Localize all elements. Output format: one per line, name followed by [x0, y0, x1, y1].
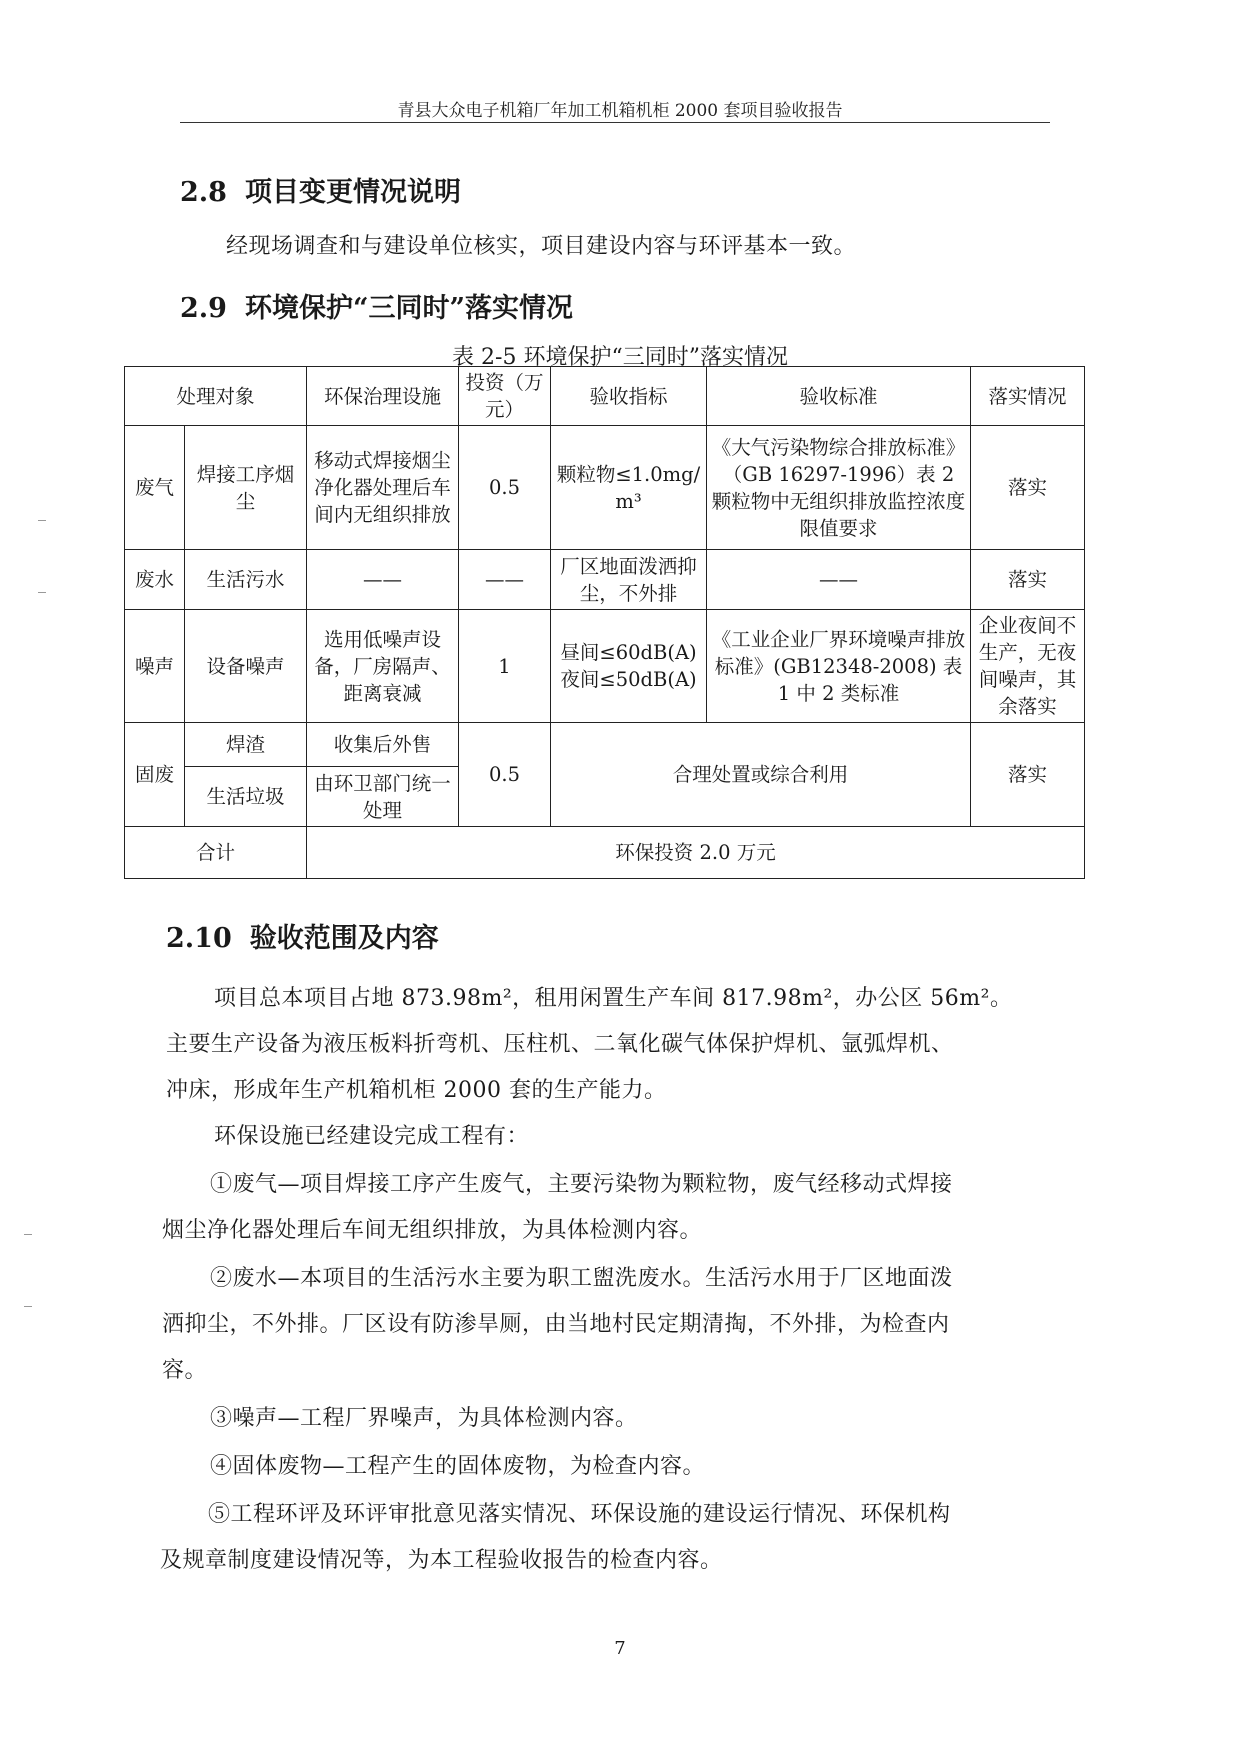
- scope-paragraph-line: ④固体废物—工程产生的固体废物，为检查内容。: [210, 1454, 706, 1479]
- category-cell: 废气: [125, 426, 185, 550]
- table-header-row: [125, 367, 1085, 426]
- indicator-day: 昼间≤60dB(A): [560, 641, 697, 664]
- scope-paragraph-line: 冲床，形成年生产机箱机柜 2000 套的生产能力。: [166, 1078, 667, 1103]
- table-total-row: [125, 827, 1085, 879]
- source-cell: 生活垃圾: [185, 767, 307, 827]
- page-number: 7: [614, 1638, 626, 1659]
- source-cell: 焊接工序烟尘: [185, 426, 307, 550]
- total-label: 合计: [125, 827, 307, 879]
- header-status: 落实情况: [971, 367, 1085, 426]
- scope-paragraph-line: ②废水—本项目的生活污水主要为职工盥洗废水。生活污水用于厂区地面泼: [210, 1266, 953, 1291]
- header-facility: 环保治理设施: [307, 367, 459, 426]
- status-cell: 企业夜间不生产，无夜间噪声，其余落实: [971, 610, 1085, 723]
- scope-paragraph-line: 项目总本项目占地 873.98m²，租用闲置生产车间 817.98m²，办公区 56m²。: [214, 986, 1013, 1011]
- scope-paragraph-line: 烟尘净化器处理后车间无组织排放，为具体检测内容。: [162, 1218, 703, 1243]
- header-target: 处理对象: [125, 367, 307, 426]
- indicator-night: 夜间≤50dB(A): [560, 668, 697, 691]
- category-cell: 废水: [125, 550, 185, 610]
- table-row: [125, 550, 1085, 610]
- facility-cell: 由环卫部门统一处理: [307, 767, 459, 827]
- scan-mark: [38, 592, 46, 593]
- scope-paragraph-line: 主要生产设备为液压板料折弯机、压柱机、二氧化碳气体保护焊机、氩弧焊机、: [166, 1032, 954, 1057]
- section-number: 2.8: [180, 177, 227, 208]
- status-cell: 落实: [971, 426, 1085, 550]
- investment-cell: 0.5: [459, 723, 551, 827]
- section-2-8-body: 经现场调查和与建设单位核实，项目建设内容与环评基本一致。: [226, 234, 857, 259]
- investment-cell: 1: [459, 610, 551, 723]
- scan-mark: [24, 1306, 32, 1307]
- facility-cell: 移动式焊接烟尘净化器处理后车间内无组织排放: [307, 426, 459, 550]
- section-number: 2.9: [180, 293, 227, 324]
- total-value: 环保投资 2.0 万元: [307, 827, 1085, 879]
- source-cell: 焊渣: [185, 723, 307, 767]
- investment-cell: ——: [459, 550, 551, 610]
- scope-paragraph-line: 洒抑尘，不外排。厂区设有防渗旱厕，由当地村民定期清掏，不外排，为检查内: [162, 1312, 950, 1337]
- table-row: [125, 723, 1085, 767]
- category-cell: 噪声: [125, 610, 185, 723]
- scan-mark: [24, 1234, 32, 1235]
- header-investment: 投资（万元）: [459, 367, 551, 426]
- three-simultaneities-table: [124, 366, 1085, 879]
- scope-paragraph-line: 及规章制度建设情况等，为本工程验收报告的检查内容。: [160, 1548, 723, 1573]
- facility-cell: ——: [307, 550, 459, 610]
- table-row: [125, 610, 1085, 723]
- investment-cell: 0.5: [459, 426, 551, 550]
- indicator-cell: 颗粒物≤1.0mg/m³: [551, 426, 707, 550]
- category-cell: 固废: [125, 723, 185, 827]
- facility-cell: 选用低噪声设备，厂房隔声、距离衰减: [307, 610, 459, 723]
- indicator-cell: 厂区地面泼洒抑尘，不外排: [551, 550, 707, 610]
- standard-cell: ——: [707, 550, 971, 610]
- section-title: 项目变更情况说明: [244, 177, 461, 208]
- standard-cell: 合理处置或综合利用: [551, 723, 971, 827]
- scan-mark: [38, 520, 46, 521]
- header-rule: [180, 122, 1050, 123]
- source-cell: 设备噪声: [185, 610, 307, 723]
- facility-cell: 收集后外售: [307, 723, 459, 767]
- section-2-8-heading: [180, 170, 461, 209]
- status-cell: 落实: [971, 550, 1085, 610]
- scope-paragraph-line: 环保设施已经建设完成工程有：: [214, 1124, 530, 1149]
- section-title: 环境保护“三同时”落实情况: [244, 293, 574, 324]
- section-title: 验收范围及内容: [249, 923, 439, 954]
- scope-paragraph-line: 容。: [162, 1358, 208, 1383]
- standard-cell: 《大气污染物综合排放标准》（GB 16297-1996）表 2 颗粒物中无组织排放监控浓度限值要求: [707, 426, 971, 550]
- table-row: [125, 426, 1085, 550]
- scope-paragraph-line: ①废气—项目焊接工序产生废气，主要污染物为颗粒物，废气经移动式焊接: [210, 1172, 953, 1197]
- status-cell: 落实: [971, 723, 1085, 827]
- section-number: 2.10: [166, 923, 232, 954]
- standard-cell: 《工业企业厂界环境噪声排放标准》(GB12348-2008) 表 1 中 2 类标准: [707, 610, 971, 723]
- scope-paragraph-line: ③噪声—工程厂界噪声，为具体检测内容。: [210, 1406, 638, 1431]
- table-caption: 表 2-5 环境保护“三同时”落实情况: [452, 345, 788, 370]
- scope-paragraph-line: ⑤工程环评及环评审批意见落实情况、环保设施的建设运行情况、环保机构: [208, 1502, 951, 1527]
- section-2-10-heading: [166, 916, 439, 955]
- indicator-cell: [551, 610, 707, 723]
- header-indicator: 验收指标: [551, 367, 707, 426]
- source-cell: 生活污水: [185, 550, 307, 610]
- section-2-9-heading: [180, 286, 573, 325]
- header-standard: 验收标准: [707, 367, 971, 426]
- running-header: 青县大众电子机箱厂年加工机箱机柜 2000 套项目验收报告: [397, 101, 843, 121]
